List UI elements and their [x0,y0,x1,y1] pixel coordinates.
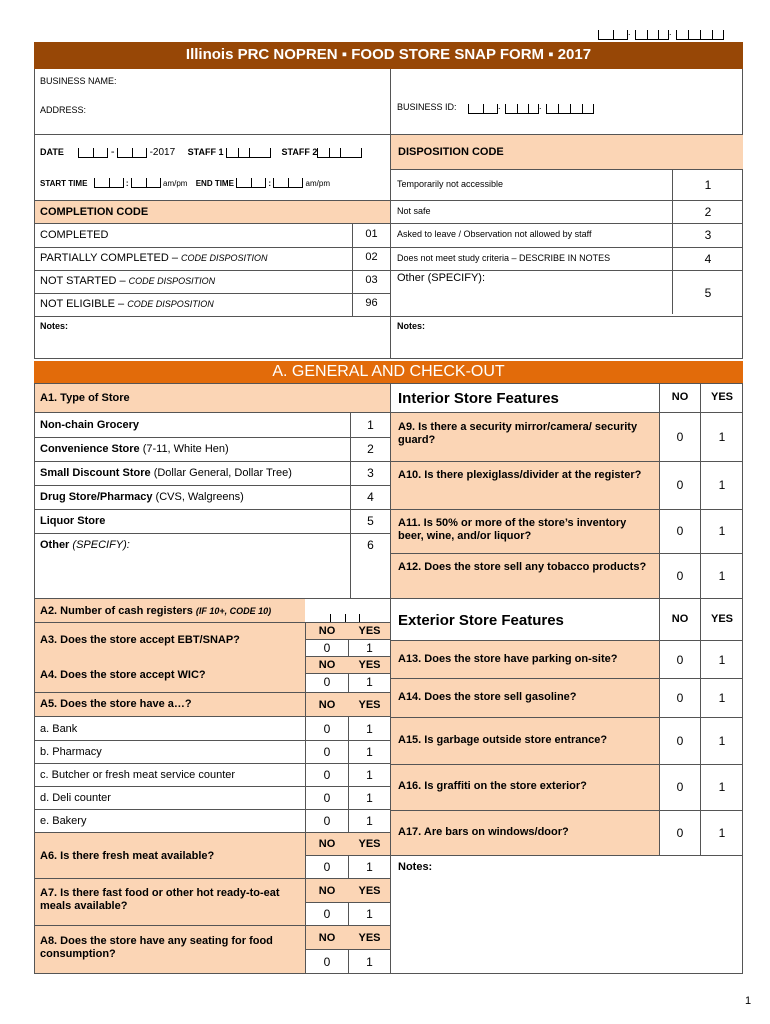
disposition-row-code[interactable]: 3 [704,228,712,242]
id-box-group-3[interactable] [676,30,724,40]
staff2-label: STAFF 2 [281,147,318,157]
a3-label: A3. Does the store accept EBT/SNAP? [40,634,240,646]
disposition-row-label: Does not meet study criteria – DESCRIBE IN NOTES [397,253,611,263]
a5-item-yes-code[interactable]: 1 [366,722,373,736]
disposition-row-code[interactable]: 1 [704,178,712,192]
exterior-question: A15. Is garbage outside store entrance? [398,734,608,746]
store-type-code[interactable]: 4 [367,490,374,504]
a3-no-code[interactable]: 0 [323,641,331,655]
disposition-header-label: DISPOSITION CODE [398,146,504,158]
a5-item-no-code[interactable]: 0 [323,791,331,805]
business-name-label: BUSINESS NAME: [40,76,117,86]
a6-no-code[interactable]: 0 [323,860,331,874]
interior-question: A12. Does the store sell any tobacco products? [398,561,647,573]
disposition-notes-label: Notes: [397,321,426,331]
exterior-no-code[interactable]: 0 [676,734,684,748]
completion-row-code[interactable]: 01 [365,228,378,240]
exterior-question: A13. Does the store have parking on-site? [398,653,618,665]
store-type-code[interactable]: 3 [367,466,374,480]
a8-no-code[interactable]: 0 [323,955,331,969]
exterior-header: Exterior Store Features [398,612,564,629]
store-type-row: Non-chain Grocery [40,419,140,431]
exterior-yes-code[interactable]: 1 [718,691,726,705]
interior-no-code[interactable]: 0 [676,524,684,538]
a5-item-no-code[interactable]: 0 [323,814,331,828]
a8-label: A8. Does the store have any seating for food consumption? [40,935,273,960]
exterior-no-code[interactable]: 0 [676,780,684,794]
interior-no-code[interactable]: 0 [676,430,684,444]
exterior-rows-bg [391,640,659,855]
store-type-row: Small Discount Store (Dollar General, Dollar Tree) [40,467,292,479]
time-row [40,178,385,194]
store-type-row: Convenience Store (7-11, White Hen) [40,443,229,455]
start-hour-boxes[interactable] [94,178,124,188]
a5-item: b. Pharmacy [40,746,102,758]
business-id-boxes[interactable]: . . [468,96,608,110]
a3-yes-code[interactable]: 1 [366,641,373,655]
end-hour-boxes[interactable] [236,178,266,188]
a4-no-header: NO [318,659,336,671]
interior-question: A10. Is there plexiglass/divider at the register? [398,469,642,481]
a5-yes-header: YES [358,699,381,711]
interior-yes-code[interactable]: 1 [718,478,726,492]
store-type-code[interactable]: 2 [367,442,374,456]
exterior-yes-code[interactable]: 1 [718,653,726,667]
completion-notes-label: Notes: [40,321,69,331]
disposition-row-code[interactable]: 2 [704,205,712,219]
date-row [40,146,385,162]
a4-label: A4. Does the store accept WIC? [40,669,206,681]
store-type-row: Liquor Store [40,515,106,527]
completion-row-code[interactable]: 02 [365,251,378,263]
interior-question: A11. Is 50% or more of the store’s inventory beer, wine, and/or liquor? [398,517,627,542]
a7-no-code[interactable]: 0 [323,907,331,921]
date-month-boxes[interactable] [78,148,108,158]
disposition-row-code[interactable]: 5 [704,286,712,300]
exterior-question: A14. Does the store sell gasoline? [398,691,577,703]
exterior-question: A16. Is graffiti on the store exterior? [398,780,587,792]
completion-header-label: COMPLETION CODE [40,206,149,218]
time-colon: : [268,179,272,188]
a6-no-header: NO [318,838,336,850]
a3-yes-header: YES [358,625,381,637]
date-day-boxes[interactable] [117,148,147,158]
end-time-label: END TIME [195,179,234,188]
disposition-row-label: Temporarily not accessible [397,179,504,189]
completion-row-label: PARTIALLY COMPLETED – CODE DISPOSITION [40,252,268,264]
a6-label: A6. Is there fresh meat available? [40,850,215,862]
time-colon: : [125,179,129,188]
exterior-no-code[interactable]: 0 [676,653,684,667]
a2-label: A2. Number of cash registers (IF 10+, CODE 10) [40,605,272,617]
section-a-title: A. GENERAL AND CHECK-OUT [34,361,743,383]
form-title: Illinois PRC NOPREN ▪ FOOD STORE SNAP FORM ▪ 2017 [34,42,743,69]
a4-no-code[interactable]: 0 [323,675,331,689]
exterior-yes-code[interactable]: 1 [718,734,726,748]
id-box-group-1[interactable] [598,30,628,40]
start-ampm: am/pm [163,179,188,188]
store-type-code[interactable]: 1 [367,418,374,432]
store-type-row: Drug Store/Pharmacy (CVS, Walgreens) [40,491,244,503]
end-minute-boxes[interactable] [273,178,303,188]
a6-yes-code[interactable]: 1 [366,860,373,874]
a1-header-label: A1. Type of Store [40,392,130,404]
disposition-row-label: Asked to leave / Observation not allowed by staff [397,229,592,239]
a3-no-header: NO [318,625,336,637]
staff1-boxes[interactable] [226,148,271,158]
a5-item-no-code[interactable]: 0 [323,768,331,782]
staff2-boxes[interactable] [317,148,362,158]
interior-no-code[interactable]: 0 [676,569,684,583]
date-dash: - [110,146,115,158]
exterior-yes-header: YES [710,613,733,625]
page-number: 1 [745,995,752,1007]
id-separator: . [628,27,631,37]
disposition-row-label: Other (SPECIFY): [397,272,486,284]
a5-item: a. Bank [40,723,78,735]
a5-item-yes-code[interactable]: 1 [366,814,373,828]
a8-yes-header: YES [358,932,381,944]
exterior-question: A17. Are bars on windows/door? [398,826,569,838]
a5-item-yes-code[interactable]: 1 [366,745,373,759]
completion-row-code[interactable]: 96 [365,297,378,309]
a5-no-header: NO [318,699,336,711]
a5-item-yes-code[interactable]: 1 [366,768,373,782]
exterior-no-code[interactable]: 0 [676,691,684,705]
completion-row-code[interactable]: 03 [365,274,378,286]
exterior-yes-code[interactable]: 1 [718,826,726,840]
staff1-label: STAFF 1 [187,147,224,157]
start-minute-boxes[interactable] [131,178,161,188]
section-notes-label: Notes: [398,861,433,873]
a7-label: A7. Is there fast food or other hot ready-to-eat meals available? [40,887,280,912]
completion-row-label: COMPLETED [40,229,109,241]
exterior-yes-code[interactable]: 1 [718,780,726,794]
a8-no-header: NO [318,932,336,944]
interior-no-code[interactable]: 0 [676,478,684,492]
a7-yes-code[interactable]: 1 [366,907,373,921]
id-box-group-2[interactable] [635,30,669,40]
a5-item: c. Butcher or fresh meat service counter [40,769,236,781]
completion-row-label: NOT ELIGIBLE – CODE DISPOSITION [40,298,214,310]
interior-yes-code[interactable]: 1 [718,430,726,444]
interior-question: A9. Is there a security mirror/camera/ security guard? [398,421,638,446]
completion-row-label: NOT STARTED – CODE DISPOSITION [40,275,216,287]
disposition-row-code[interactable]: 4 [704,252,712,266]
store-type-code[interactable]: 6 [367,538,374,552]
business-id-label: BUSINESS ID: [397,102,457,112]
store-type-code[interactable]: 5 [367,514,374,528]
interior-yes-code[interactable]: 1 [718,569,726,583]
a7-no-header: NO [318,885,336,897]
a7-yes-header: YES [358,885,381,897]
a8-yes-code[interactable]: 1 [366,955,373,969]
end-ampm: am/pm [305,179,330,188]
store-type-row: Other (SPECIFY): [40,539,130,551]
exterior-no-code[interactable]: 0 [676,826,684,840]
interior-yes-header: YES [710,391,733,403]
exterior-no-header: NO [671,613,689,625]
a5-item-no-code[interactable]: 0 [323,745,331,759]
a5-item: e. Bakery [40,815,87,827]
a5-item-no-code[interactable]: 0 [323,722,331,736]
top-id-boxes [598,22,728,36]
interior-header: Interior Store Features [398,390,559,407]
date-label: DATE [40,147,64,157]
a4-yes-header: YES [358,659,381,671]
start-time-label: START TIME [40,179,88,188]
id-separator: . [668,27,672,37]
a5-item: d. Deli counter [40,792,111,804]
a5-item-yes-code[interactable]: 1 [366,791,373,805]
interior-no-header: NO [671,391,689,403]
disposition-row-label: Not safe [397,206,431,216]
address-label: ADDRESS: [40,105,87,115]
a5-label: A5. Does the store have a…? [40,698,192,710]
a4-yes-code[interactable]: 1 [366,675,373,689]
interior-yes-code[interactable]: 1 [718,524,726,538]
date-year: -2017 [149,147,176,158]
a6-yes-header: YES [358,838,381,850]
